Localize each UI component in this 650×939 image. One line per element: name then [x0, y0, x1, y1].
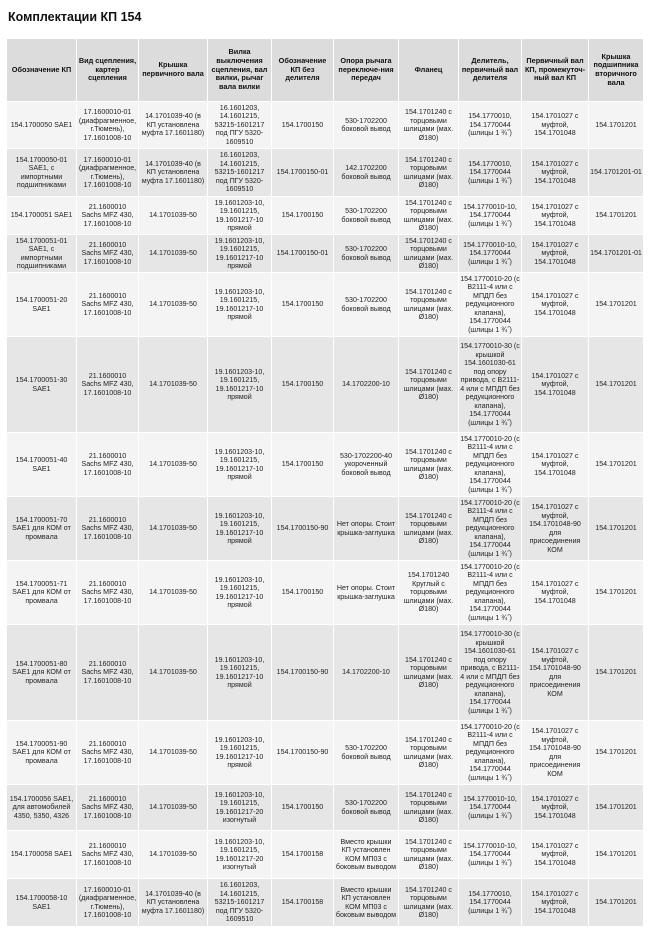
table-cell: 154.1701027 с муфтой, 154.1701048-90 для присоединения КОМ: [522, 497, 589, 561]
configurations-table-container: [6, 38, 643, 927]
table-cell: 21.1600010 Sachs MFZ 430, 17.1601008-10: [77, 433, 139, 497]
table-cell: 19.1601203-10, 19.1601215, 19.1601217-10 прямой: [208, 197, 272, 235]
table-cell: 154.1701201: [589, 879, 644, 927]
table-cell: 19.1601203-10, 19.1601215, 19.1601217-10 прямой: [208, 497, 272, 561]
table-cell: 154.1701240 с торцовыми шлицами (мах. Ø180): [399, 337, 459, 433]
table-cell: 530-1702200 боковой вывод: [334, 785, 399, 831]
table-cell: 19.1601203-10, 19.1601215, 19.1601217-10 прямой: [208, 235, 272, 273]
col-header: Опора рычага переключе-ния передач: [334, 39, 399, 102]
table-cell: 154.1701201: [589, 497, 644, 561]
table-cell: 154.1701201: [589, 337, 644, 433]
table-cell: 154.1700150: [272, 337, 334, 433]
table-cell: 154.1701240 с торцовыми шлицами (мах. Ø180): [399, 785, 459, 831]
table-cell: 154.1701027 с муфтой, 154.1701048-90 для присоединения КОМ: [522, 625, 589, 721]
table-cell: 19.1601203-10, 19.1601215, 19.1601217-10 прямой: [208, 721, 272, 785]
table-cell: 14.1701039-40 (в КП установлена муфта 17.1601180): [139, 879, 208, 927]
table-cell: 154.1700150-90: [272, 721, 334, 785]
table-cell: Вместо крышки КП установлен КОМ МП03 с боковым выводом: [334, 879, 399, 927]
table-cell: 16.1601203, 14.1601215, 53215-1601217 под ПГУ 5320-1609510: [208, 879, 272, 927]
table-cell: 154.1701240 Круглый с торцовыми шлицами (мах. Ø180): [399, 561, 459, 625]
table-cell: 530-1702200-40 укороченный боковой вывод: [334, 433, 399, 497]
table-cell: 154.1701027 с муфтой, 154.1701048: [522, 235, 589, 273]
table-cell: 154.1700150: [272, 102, 334, 149]
table-cell: 154.1701240 с торцовыми шлицами (мах. Ø180): [399, 831, 459, 879]
table-cell: 154.1701027 с муфтой, 154.1701048: [522, 879, 589, 927]
table-cell: 530-1702200 боковой вывод: [334, 235, 399, 273]
table-cell: 154.1700058 SAE1: [7, 831, 77, 879]
table-cell: 154.1701027 с муфтой, 154.1701048: [522, 149, 589, 197]
table-row: [7, 149, 644, 197]
table-cell: 154.1701201: [589, 561, 644, 625]
table-cell: 14.1701039-50: [139, 337, 208, 433]
table-cell: 154.1701240 с торцовыми шлицами (мах. Ø180): [399, 497, 459, 561]
table-cell: 19.1601203-10, 19.1601215, 19.1601217-20 изогнутый: [208, 831, 272, 879]
col-header: Первичный вал КП, промежуточ-ный вал КП: [522, 39, 589, 102]
table-cell: 14.1701039-50: [139, 561, 208, 625]
table-cell: 154.1701240 с торцовыми шлицами (мах. Ø180): [399, 273, 459, 337]
page-title: Комплектации КП 154: [8, 10, 142, 24]
table-cell: 154.1701240 с торцовыми шлицами (мах. Ø180): [399, 102, 459, 149]
table-cell: 154.1700150: [272, 561, 334, 625]
table-cell: 14.1701039-50: [139, 497, 208, 561]
table-row: [7, 433, 644, 497]
table-cell: 154.1700056 SAE1, для автомобилей 4350, 5350, 4326: [7, 785, 77, 831]
table-cell: 154.1701027 с муфтой, 154.1701048: [522, 785, 589, 831]
table-cell: 21.1600010 Sachs MFZ 430, 17.1601008-10: [77, 831, 139, 879]
table-cell: 154.1700051-90 SAE1 для КОМ от промвала: [7, 721, 77, 785]
table-cell: 142.1702200 боковой вывод: [334, 149, 399, 197]
table-row: [7, 785, 644, 831]
table-row: [7, 273, 644, 337]
table-cell: 154.1700150: [272, 433, 334, 497]
table-cell: 154.1701201: [589, 433, 644, 497]
table-cell: 14.1701039-50: [139, 625, 208, 721]
table-row: [7, 102, 644, 149]
col-header: Обозначение КП: [7, 39, 77, 102]
table-cell: 14.1701039-50: [139, 197, 208, 235]
table-cell: 17.1600010-01 (диафрагменное, г.Тюмень), 17.1601008-10: [77, 102, 139, 149]
table-cell: 21.1600010 Sachs MFZ 430, 17.1601008-10: [77, 785, 139, 831]
table-cell: 154.1701201: [589, 625, 644, 721]
table-cell: 154.1770010-20 (с В2111-4 или с МПДП без редукционного клапана), 154.1770044 (шлицы 1 ¾˝): [459, 497, 522, 561]
table-cell: 14.1701039-40 (в КП установлена муфта 17.1601180): [139, 102, 208, 149]
table-cell: 154.1701201-01: [589, 235, 644, 273]
table-cell: 154.1700051-71 SAE1 для КОМ от промвала: [7, 561, 77, 625]
table-cell: 21.1600010 Sachs MFZ 430, 17.1601008-10: [77, 337, 139, 433]
table-cell: 19.1601203-10, 19.1601215, 19.1601217-10 прямой: [208, 273, 272, 337]
table-cell: 16.1601203, 14.1601215, 53215-1601217 под ПГУ 5320-1609510: [208, 102, 272, 149]
table-cell: 154.1700051-01 SAE1, с импортными подшипниками: [7, 235, 77, 273]
table-cell: Нет опоры. Стоит крышка-заглушка: [334, 497, 399, 561]
table-cell: 154.1700051 SAE1: [7, 197, 77, 235]
table-cell: 530-1702200 боковой вывод: [334, 102, 399, 149]
table-cell: 21.1600010 Sachs MFZ 430, 17.1601008-10: [77, 721, 139, 785]
table-cell: 154.1700051-80 SAE1 для КОМ от промвала: [7, 625, 77, 721]
table-cell: 154.1770010-30 (с крышкой 154.1601030-61 под опору привода, с В2111-4 или с МПДП без редукционного клапана), 154.1770044 (шлицы 1 ¾˝): [459, 337, 522, 433]
table-cell: 154.1701027 с муфтой, 154.1701048: [522, 102, 589, 149]
table-cell: 154.1770010-30 (с крышкой 154.1601030-61 под опору привода, с В2111-4 или с МПДП без редукционного клапана), 154.1770044 (шлицы 1 ¾˝): [459, 625, 522, 721]
configurations-table: [6, 38, 644, 927]
table-cell: 14.1701039-50: [139, 433, 208, 497]
table-cell: 154.1700150: [272, 785, 334, 831]
table-cell: 154.1700150-01: [272, 235, 334, 273]
table-row: [7, 497, 644, 561]
table-cell: 154.1701240 с торцовыми шлицами (мах. Ø180): [399, 721, 459, 785]
table-cell: 154.1770010-20 (с В2111-4 или с МПДП без редукционного клапана), 154.1770044 (шлицы 1 ¾˝): [459, 433, 522, 497]
table-cell: 154.1700150: [272, 273, 334, 337]
table-cell: 154.1700051-40 SAE1: [7, 433, 77, 497]
table-cell: 21.1600010 Sachs MFZ 430, 17.1601008-10: [77, 561, 139, 625]
table-cell: 19.1601203-10, 19.1601215, 19.1601217-10 прямой: [208, 625, 272, 721]
table-cell: 154.1701027 с муфтой, 154.1701048: [522, 197, 589, 235]
table-cell: 154.1700051-30 SAE1: [7, 337, 77, 433]
table-cell: 19.1601203-10, 19.1601215, 19.1601217-10 прямой: [208, 433, 272, 497]
table-cell: 154.1700150-90: [272, 625, 334, 721]
table-cell: 154.1770010, 154.1770044 (шлицы 1 ¾˝): [459, 149, 522, 197]
table-row: [7, 831, 644, 879]
table-cell: 21.1600010 Sachs MFZ 430, 17.1601008-10: [77, 197, 139, 235]
table-cell: 154.1701027 с муфтой, 154.1701048: [522, 561, 589, 625]
table-cell: 154.1701201: [589, 831, 644, 879]
col-header: Фланец: [399, 39, 459, 102]
table-cell: 154.1701027 с муфтой, 154.1701048: [522, 831, 589, 879]
table-cell: 21.1600010 Sachs MFZ 430, 17.1601008-10: [77, 235, 139, 273]
table-cell: 17.1600010-01 (диафрагменное, г.Тюмень), 17.1601008-10: [77, 149, 139, 197]
table-cell: 19.1601203-10, 19.1601215, 19.1601217-10 прямой: [208, 337, 272, 433]
table-cell: 154.1701027 с муфтой, 154.1701048: [522, 433, 589, 497]
table-cell: 154.1770010-20 (с В2111-4 или с МПДП без редукционного клапана), 154.1770044 (шлицы 1 ¾˝): [459, 273, 522, 337]
table-cell: 154.1701201: [589, 721, 644, 785]
table-cell: 21.1600010 Sachs MFZ 430, 17.1601008-10: [77, 497, 139, 561]
table-cell: 154.1701027 с муфтой, 154.1701048: [522, 273, 589, 337]
table-cell: 154.1701240 с торцовыми шлицами (мах. Ø180): [399, 235, 459, 273]
col-header: Делитель, первичный вал делителя: [459, 39, 522, 102]
table-row: [7, 879, 644, 927]
table-cell: 154.1701027 с муфтой, 154.1701048-90 для присоединения КОМ: [522, 721, 589, 785]
table-cell: 154.1701201: [589, 197, 644, 235]
table-cell: 154.1701240 с торцовыми шлицами (мах. Ø180): [399, 433, 459, 497]
table-cell: 154.1770010-20 (с В2111-4 или с МПДП без редукционного клапана), 154.1770044 (шлицы 1 ¾˝): [459, 561, 522, 625]
table-cell: 154.1700051-20 SAE1: [7, 273, 77, 337]
table-cell: 530-1702200 боковой вывод: [334, 197, 399, 235]
table-cell: 154.1700158: [272, 831, 334, 879]
col-header: Обозначение КП без делителя: [272, 39, 334, 102]
table-cell: 17.1600010-01 (диафрагменное, г.Тюмень), 17.1601008-10: [77, 879, 139, 927]
table-row: [7, 235, 644, 273]
table-cell: 14.1701039-50: [139, 273, 208, 337]
table-cell: Вместо крышки КП установлен КОМ МП03 с боковым выводом: [334, 831, 399, 879]
table-row: [7, 337, 644, 433]
table-cell: 14.1701039-50: [139, 721, 208, 785]
table-cell: 530-1702200 боковой вывод: [334, 721, 399, 785]
table-row: [7, 625, 644, 721]
table-cell: 154.1701240 с торцовыми шлицами (мах. Ø180): [399, 197, 459, 235]
table-cell: 14.1702200-10: [334, 337, 399, 433]
table-cell: 19.1601203-10, 19.1601215, 19.1601217-20 изогнутый: [208, 785, 272, 831]
table-cell: 154.1701240 с торцовыми шлицами (мах. Ø180): [399, 879, 459, 927]
table-cell: 154.1701201: [589, 273, 644, 337]
table-cell: 154.1701240 с торцовыми шлицами (мах. Ø180): [399, 625, 459, 721]
table-cell: 154.1770010, 154.1770044 (шлицы 1 ¾˝): [459, 879, 522, 927]
table-cell: 19.1601203-10, 19.1601215, 19.1601217-10 прямой: [208, 561, 272, 625]
table-cell: 154.1700050-01 SAE1, с импортными подшипниками: [7, 149, 77, 197]
table-cell: 154.1700058-10 SAE1: [7, 879, 77, 927]
table-cell: 154.1701240 с торцовыми шлицами (мах. Ø180): [399, 149, 459, 197]
table-row: [7, 721, 644, 785]
table-cell: 154.1700150-90: [272, 497, 334, 561]
table-cell: 154.1770010-10, 154.1770044 (шлицы 1 ¾˝): [459, 785, 522, 831]
table-cell: 14.1702200-10: [334, 625, 399, 721]
table-cell: 154.1701201-01: [589, 149, 644, 197]
table-cell: 154.1770010, 154.1770044 (шлицы 1 ¾˝): [459, 102, 522, 149]
table-cell: 154.1770010-10, 154.1770044 (шлицы 1 ¾˝): [459, 831, 522, 879]
table-cell: 154.1770010-10, 154.1770044 (шлицы 1 ¾˝): [459, 197, 522, 235]
table-row: [7, 197, 644, 235]
table-cell: Нет опоры. Стоит крышка-заглушка: [334, 561, 399, 625]
table-cell: 21.1600010 Sachs MFZ 430, 17.1601008-10: [77, 625, 139, 721]
table-cell: 14.1701039-50: [139, 831, 208, 879]
table-cell: 154.1701027 с муфтой, 154.1701048: [522, 337, 589, 433]
table-cell: 154.1701201: [589, 102, 644, 149]
col-header: Крышка подшипника вторичного вала: [589, 39, 644, 102]
table-cell: 21.1600010 Sachs MFZ 430, 17.1601008-10: [77, 273, 139, 337]
table-header-row: [7, 39, 644, 102]
table-cell: 154.1700051-70 SAE1 для КОМ от промвала: [7, 497, 77, 561]
table-cell: 14.1701039-50: [139, 235, 208, 273]
table-cell: 14.1701039-40 (в КП установлена муфта 17.1601180): [139, 149, 208, 197]
table-cell: 154.1770010-10, 154.1770044 (шлицы 1 ¾˝): [459, 235, 522, 273]
table-cell: 154.1700150-01: [272, 149, 334, 197]
table-cell: 154.1700050 SAE1: [7, 102, 77, 149]
col-header: Крышка первичного вала: [139, 39, 208, 102]
table-cell: 154.1701201: [589, 785, 644, 831]
table-row: [7, 561, 644, 625]
table-cell: 16.1601203, 14.1601215, 53215-1601217 под ПГУ 5320-1609510: [208, 149, 272, 197]
table-cell: 154.1700150: [272, 197, 334, 235]
col-header: Вид сцепления, картер сцепления: [77, 39, 139, 102]
table-cell: 14.1701039-50: [139, 785, 208, 831]
table-body: [7, 102, 644, 927]
table-cell: 530-1702200 боковой вывод: [334, 273, 399, 337]
table-cell: 154.1700158: [272, 879, 334, 927]
table-cell: 154.1770010-20 (с В2111-4 или с МПДП без редукционного клапана), 154.1770044 (шлицы 1 ¾˝): [459, 721, 522, 785]
col-header: Вилка выключения сцепления, вал вилки, рычаг вала вилки: [208, 39, 272, 102]
